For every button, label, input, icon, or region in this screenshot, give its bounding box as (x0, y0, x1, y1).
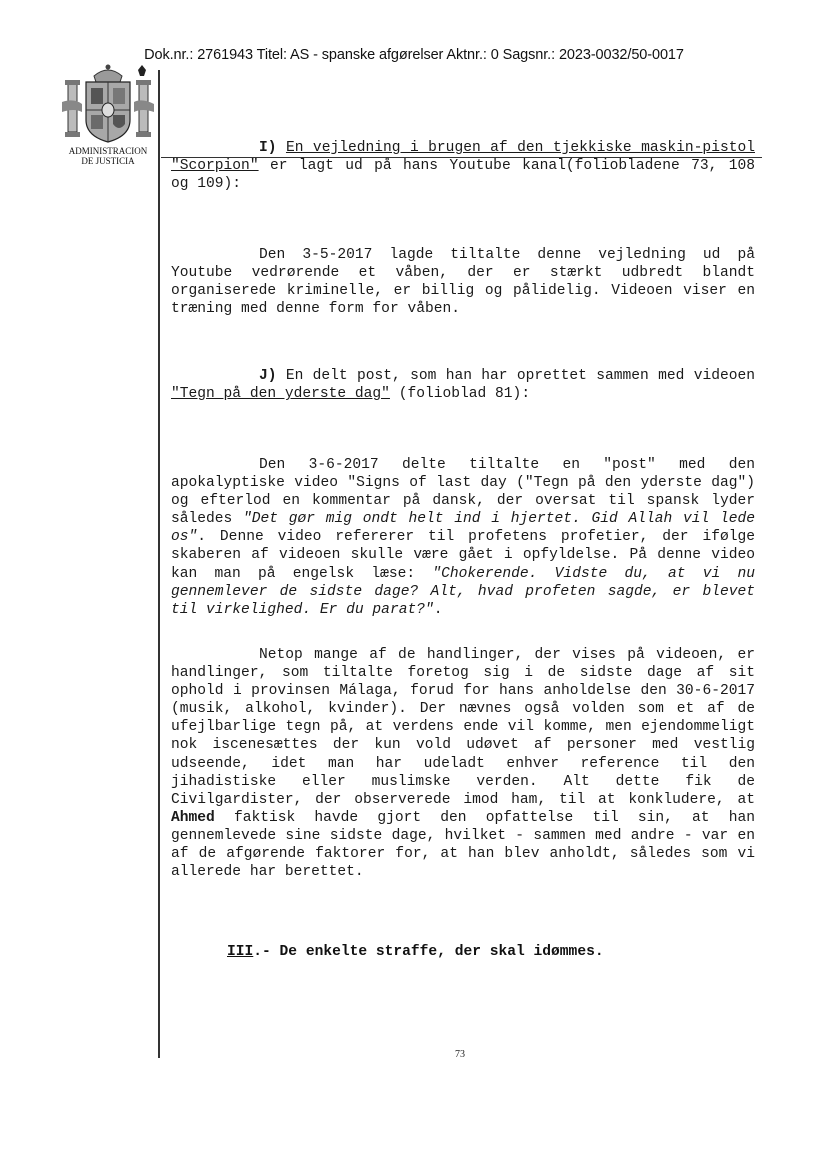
paragraph-actions-text-b: faktisk havde gjort den opfattelse til sin, at han gennemlevede sine sidste dage, hvilket - sammen med andre - var en af de afgørende faktorer for, at han blev anholdt, således som vi allerede har berettet. (171, 809, 755, 881)
paragraph-shared-post-text-b: . Denne video refererer til profetens profetier, der ifølge skaberen af videoen skulle være gået i opfyldelse. På denne video kan man på engelsk læse: (171, 529, 755, 582)
section-i-label: I) (259, 140, 277, 156)
organization-label (58, 146, 158, 166)
quote-comment: "Det gør mig ondt helt ind i hjertet. Gid Allah vil lede os" (171, 511, 756, 546)
section-i-title: En vejledning i brugen af den tjekkiske maskin-pistol "Scorpion" (171, 140, 755, 175)
paragraph-video-guide (171, 246, 755, 318)
section-i-text: er lagt ud på hans Youtube kanal(foliobladene 73, 108 og 109): (171, 158, 755, 193)
organization-line-2: DE JUSTICIA (81, 156, 135, 166)
spanish-coat-of-arms-icon (60, 62, 156, 144)
section-j-folio: (folioblad 81): (389, 386, 531, 403)
paragraph-actions (171, 646, 755, 881)
section-j-paragraph (171, 367, 755, 403)
paragraph-shared-post-text-a: Den 3-6-2017 delte tiltalte en "post" med den apokalyptiske video "Signs of last day ("Tegn på den yderste dag") og efterlod en kommentar på dansk, der oversat til spansk lyder således (171, 457, 755, 528)
paragraph-video-guide-text: Den 3-5-2017 lagde tiltalte denne vejledning ud på Youtube vedrørende et våben, der er stærkt udbredt blandt organiserede kriminelle, er billig og pålidelig. Videoen viser en træning med denne form for våben. (171, 247, 755, 318)
defendant-name: Ahmed (171, 809, 215, 826)
section-iii-title: .- De enkelte straffe, der skal idømmes. (253, 944, 604, 960)
quote-english-text: "Chokerende. Vidste du, at vi nu gennemlever de sidste dage? Alt, hvad profeten sagde, er blevet til virkelighed. Er du parat?" (171, 565, 755, 618)
paragraph-shared-post-text-c: . (433, 601, 443, 618)
section-j-title: "Tegn på den yderste dag" (171, 386, 390, 403)
section-iii-heading (227, 944, 604, 960)
section-i-paragraph (171, 139, 755, 193)
section-j-text: En delt post, som han har oprettet sammen med videoen (276, 368, 755, 384)
paragraph-shared-post (171, 456, 755, 619)
margin-rule (158, 70, 160, 1058)
organization-line-1: ADMINISTRACION (68, 146, 148, 156)
page-number: 73 (455, 1049, 465, 1060)
section-iii-numeral: III (227, 944, 254, 960)
document-reference-header: Dok.nr.: 2761943 Titel: AS - spanske afgørelser Aktnr.: 0 Sagsnr.: 2023-0032/50-0017 (144, 47, 684, 63)
paragraph-actions-text-a: Netop mange af de handlinger, der vises på videoen, er handlinger, som tiltalte foretog sig i de sidste dage af sit ophold i provinsen Málaga, forud for hans anholdelse den 30-6-2017 (musik, alkohol, kvinder). Der nævnes også volden som et af de ufejlbarlige tegn på, at verdens ende vil komme, men ejendommeligt nok iscenesættes der kun vold udøvet af personer med vestlig udseende, idet man har udeladt enhver reference til den jihadistiske eller muslimske verden. Alt dette fik de Civilgardister, der observerede imod ham, til at konkludere, at (171, 647, 755, 808)
section-j-label: J) (259, 368, 277, 384)
